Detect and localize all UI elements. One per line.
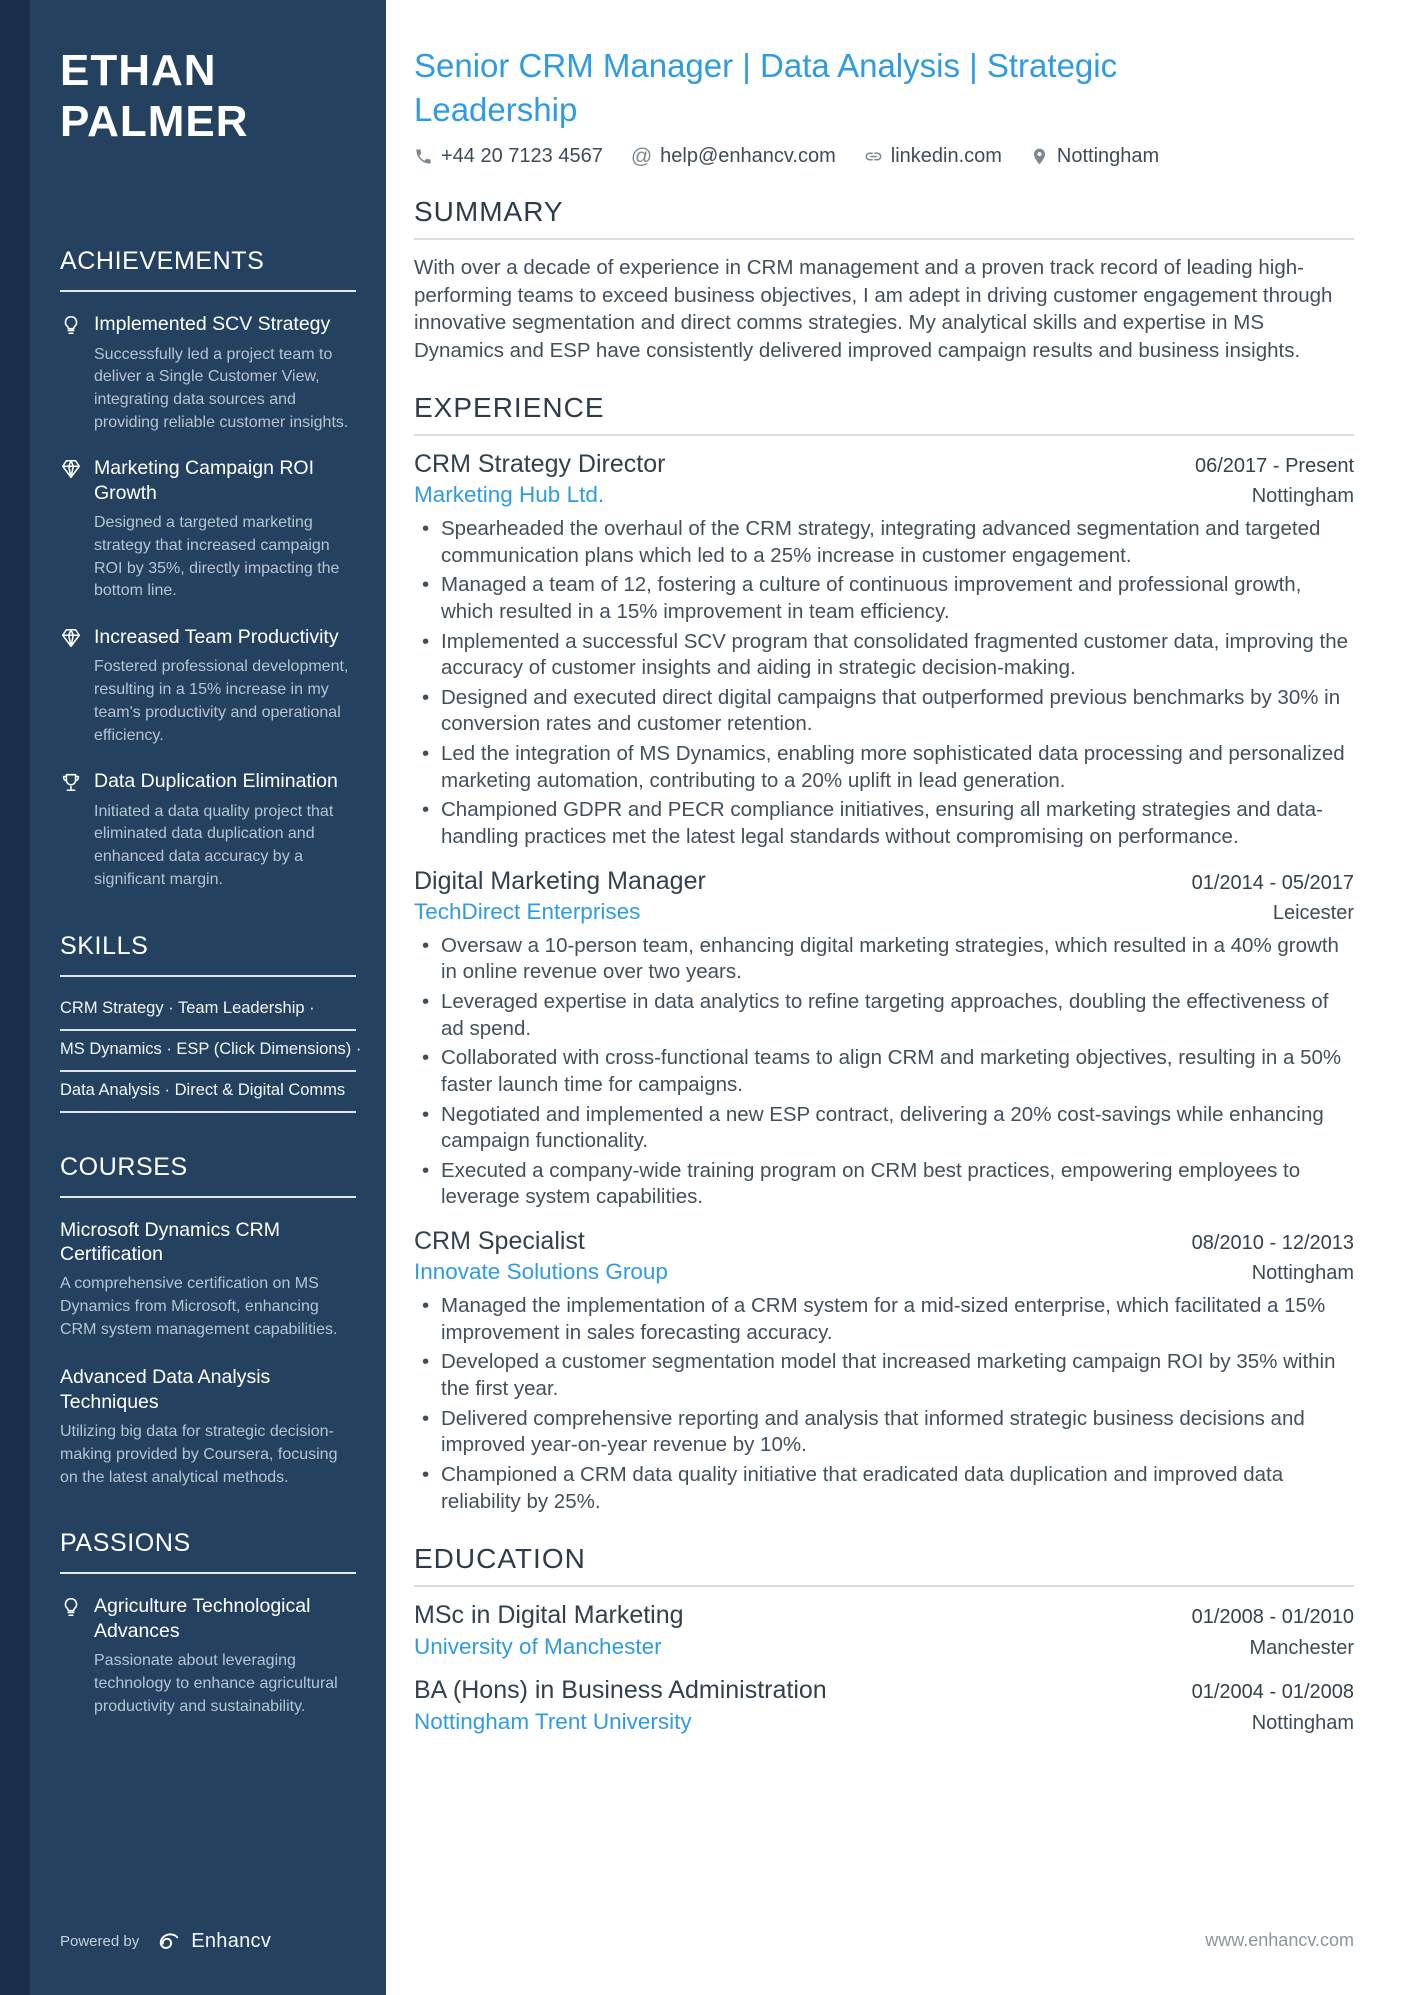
achievement-item xyxy=(60,456,356,603)
achievement-description: Initiated a data quality project that eliminated data duplication and enhanced data accuracy by a significant margin. xyxy=(94,802,334,888)
experience-entry xyxy=(414,867,1354,1211)
phone-icon xyxy=(414,147,433,166)
job-location: Leicester xyxy=(1272,901,1354,924)
powered-by xyxy=(60,1930,271,1953)
job-title: CRM Specialist xyxy=(414,1227,585,1256)
passion-title: Agriculture Technological Advances xyxy=(94,1595,311,1642)
achievement-item xyxy=(60,769,356,891)
achievement-body xyxy=(94,769,356,891)
job-title-row xyxy=(414,1227,1354,1256)
passion-item xyxy=(60,1594,356,1718)
experience-entry xyxy=(414,450,1354,851)
passions-section xyxy=(60,1529,356,1718)
job-bullet: • Championed GDPR and PECR compliance initiatives, ensuring all marketing strategies and data-handling practices met the latest legal standards without compromising on performance. xyxy=(414,797,1354,850)
lightbulb-icon xyxy=(60,314,84,336)
achievement-description: Fostered professional development, resulting in a 15% increase in my team's productivity and operational efficiency. xyxy=(94,658,349,744)
school-location: Nottingham xyxy=(1251,1712,1354,1735)
skill-line: MS Dynamics · ESP (Click Dimensions) · xyxy=(60,1031,356,1072)
education-school-row xyxy=(414,1630,1354,1660)
degree-title: MSc in Digital Marketing xyxy=(414,1601,684,1630)
contact-location-text: Nottingham xyxy=(1056,145,1160,168)
job-bullet: • Led the integration of MS Dynamics, enabling more sophisticated data processing and personalized marketing automation, contributing to a 20% uplift in lead generation. xyxy=(414,741,1354,794)
course-item xyxy=(60,1218,356,1342)
trophy-icon xyxy=(60,771,84,793)
education-title-row xyxy=(414,1601,1354,1630)
job-bullet: • Executed a company-wide training program on CRM best practices, empowering employees to leverage system capabilities. xyxy=(414,1158,1354,1211)
job-company-row xyxy=(414,1256,1354,1285)
contact-phone xyxy=(414,145,603,168)
course-description: Utilizing big data for strategic decision-making provided by Coursera, focusing on the latest analytical methods. xyxy=(60,1423,338,1486)
job-bullet: • Delivered comprehensive reporting and analysis that informed strategic business decisions and improved year-on-year revenue by 10%. xyxy=(414,1406,1354,1459)
passion-description: Passionate about leveraging technology to enhance agricultural productivity and sustainability. xyxy=(94,1652,338,1715)
job-company: Marketing Hub Ltd. xyxy=(414,481,605,507)
experience-entry xyxy=(414,1227,1354,1515)
degree-dates: 01/2004 - 01/2008 xyxy=(1191,1681,1354,1704)
job-bullet: • Collaborated with cross-functional teams to align CRM and marketing objectives, resulting in a 50% faster launch time for campaigns. xyxy=(414,1045,1354,1098)
page-edge-strip xyxy=(0,0,30,1995)
contact-phone-text: +44 20 7123 4567 xyxy=(441,145,603,168)
contact-row xyxy=(414,145,1354,168)
at-icon: @ xyxy=(630,145,653,169)
job-title: Digital Marketing Manager xyxy=(414,866,706,895)
passion-body xyxy=(94,1594,356,1718)
education-entry xyxy=(414,1676,1354,1735)
sidebar-content xyxy=(60,46,362,1740)
brand-name: Enhancv xyxy=(191,1930,272,1952)
gem-icon xyxy=(60,627,84,649)
education-title-row xyxy=(414,1676,1354,1705)
job-bullet: • Developed a customer segmentation model that increased marketing campaign ROI by 35% within the first year. xyxy=(414,1349,1354,1402)
school-name: University of Manchester xyxy=(414,1634,662,1660)
job-title: CRM Strategy Director xyxy=(414,449,666,478)
degree-dates: 01/2008 - 01/2010 xyxy=(1191,1606,1354,1629)
main-content xyxy=(386,0,1410,1995)
enhancv-logo-icon xyxy=(149,1932,181,1952)
job-title-row xyxy=(414,867,1354,896)
contact-location xyxy=(1030,145,1159,168)
contact-email[interactable] xyxy=(631,145,836,168)
skills-heading: SKILLS xyxy=(60,932,356,977)
course-title: Advanced Data Analysis Techniques xyxy=(60,1366,271,1413)
passions-heading: PASSIONS xyxy=(60,1529,356,1574)
job-bullet: • Implemented a successful SCV program that consolidated fragmented customer data, improving the accuracy of customer insights and aiding in strategic decision-making. xyxy=(414,629,1354,682)
education-school-row xyxy=(414,1705,1354,1735)
courses-heading: COURSES xyxy=(60,1153,356,1198)
achievement-description: Designed a targeted marketing strategy that increased campaign ROI by 35%, directly impacting the bottom line. xyxy=(94,514,340,600)
job-bullets xyxy=(414,933,1354,1211)
website-link[interactable]: www.enhancv.com xyxy=(1205,1930,1354,1950)
powered-by-label: Powered by xyxy=(60,1933,140,1950)
gem-icon xyxy=(60,458,84,480)
job-bullet: • Leveraged expertise in data analytics to refine targeting approaches, doubling the effectiveness of ad spend. xyxy=(414,989,1354,1042)
link-icon xyxy=(864,147,883,166)
skill-line: Data Analysis · Direct & Digital Comms xyxy=(60,1072,356,1113)
job-dates: 01/2014 - 05/2017 xyxy=(1191,871,1354,894)
job-bullets xyxy=(414,1293,1354,1515)
job-bullet: • Oversaw a 10-person team, enhancing digital marketing strategies, which resulted in a 40% growth in online revenue over two years. xyxy=(414,933,1354,986)
job-company-row xyxy=(414,896,1354,925)
job-location: Nottingham xyxy=(1251,484,1354,507)
job-bullet: • Designed and executed direct digital campaigns that outperformed previous benchmarks by 30% in conversion rates and customer retention. xyxy=(414,685,1354,738)
job-company-row xyxy=(414,479,1354,508)
experience-heading: EXPERIENCE xyxy=(414,392,1354,436)
job-bullet: • Managed a team of 12, fostering a culture of continuous improvement and professional growth, which resulted in a 15% improvement in team efficiency. xyxy=(414,572,1354,625)
job-company: Innovate Solutions Group xyxy=(414,1259,668,1285)
course-description: A comprehensive certification on MS Dynamics from Microsoft, enhancing CRM system management capabilities. xyxy=(60,1275,338,1338)
person-name: ETHAN PALMER xyxy=(60,46,249,146)
achievement-title: Increased Team Productivity xyxy=(94,626,339,649)
job-location: Nottingham xyxy=(1251,1262,1354,1285)
lightbulb-icon xyxy=(60,1596,84,1618)
course-item xyxy=(60,1365,356,1489)
skills-section xyxy=(60,931,362,1113)
job-dates: 06/2017 - Present xyxy=(1195,454,1354,477)
achievements-section xyxy=(60,247,356,891)
job-bullets xyxy=(414,516,1354,851)
courses-section xyxy=(60,1153,356,1490)
job-bullet: • Managed the implementation of a CRM system for a mid-sized enterprise, which facilitated a 15% improvement in sales forecasting accuracy. xyxy=(414,1293,1354,1346)
job-bullet: • Spearheaded the overhaul of the CRM strategy, integrating advanced segmentation and targeted communication plans which led to a 25% increase in customer engagement. xyxy=(414,516,1354,569)
achievement-title: Implemented SCV Strategy xyxy=(94,313,331,336)
school-location: Manchester xyxy=(1249,1637,1354,1660)
job-bullet: • Negotiated and implemented a new ESP contract, delivering a 20% cost-savings while enhancing campaign functionality. xyxy=(414,1102,1354,1155)
achievement-item xyxy=(60,312,356,434)
job-title-row xyxy=(414,450,1354,479)
contact-email-text: help@enhancv.com xyxy=(660,145,836,168)
education-entry xyxy=(414,1601,1354,1660)
achievement-body xyxy=(94,456,356,603)
course-title: Microsoft Dynamics CRM Certification xyxy=(60,1218,280,1265)
job-bullet: • Championed a CRM data quality initiative that eradicated data duplication and improved data reliability by 25%. xyxy=(414,1462,1354,1515)
contact-link-text: linkedin.com xyxy=(890,145,1002,168)
achievement-description: Successfully led a project team to deliver a Single Customer View, integrating data sources and providing reliable customer insights. xyxy=(94,345,349,431)
school-name: Nottingham Trent University xyxy=(414,1709,692,1735)
achievement-item xyxy=(60,625,356,747)
job-dates: 08/2010 - 12/2013 xyxy=(1191,1232,1354,1255)
job-company: TechDirect Enterprises xyxy=(414,898,641,924)
contact-link[interactable] xyxy=(864,145,1002,168)
achievement-title: Marketing Campaign ROI Growth xyxy=(94,457,315,504)
achievement-body xyxy=(94,625,356,747)
summary-text: With over a decade of experience in CRM management and a proven track record of leading high-performing teams to exceed business objectives, I am adept in driving customer engagement through innovative segmentation and direct comms strategies. My analytical skills and expertise in MS Dynamics and ESP have consistently delivered improved campaign results and business insights. xyxy=(414,256,1333,362)
sidebar xyxy=(0,0,386,1995)
skill-line: CRM Strategy · Team Leadership · xyxy=(60,997,356,1031)
summary-heading: SUMMARY xyxy=(414,196,1354,240)
achievement-title: Data Duplication Elimination xyxy=(94,770,338,793)
headline: Senior CRM Manager | Data Analysis | Strategic Leadership xyxy=(414,47,1118,128)
achievement-body xyxy=(94,312,356,434)
degree-title: BA (Hons) in Business Administration xyxy=(414,1676,827,1705)
achievements-heading: ACHIEVEMENTS xyxy=(60,247,356,292)
education-heading: EDUCATION xyxy=(414,1543,1354,1587)
location-pin-icon xyxy=(1030,147,1049,166)
